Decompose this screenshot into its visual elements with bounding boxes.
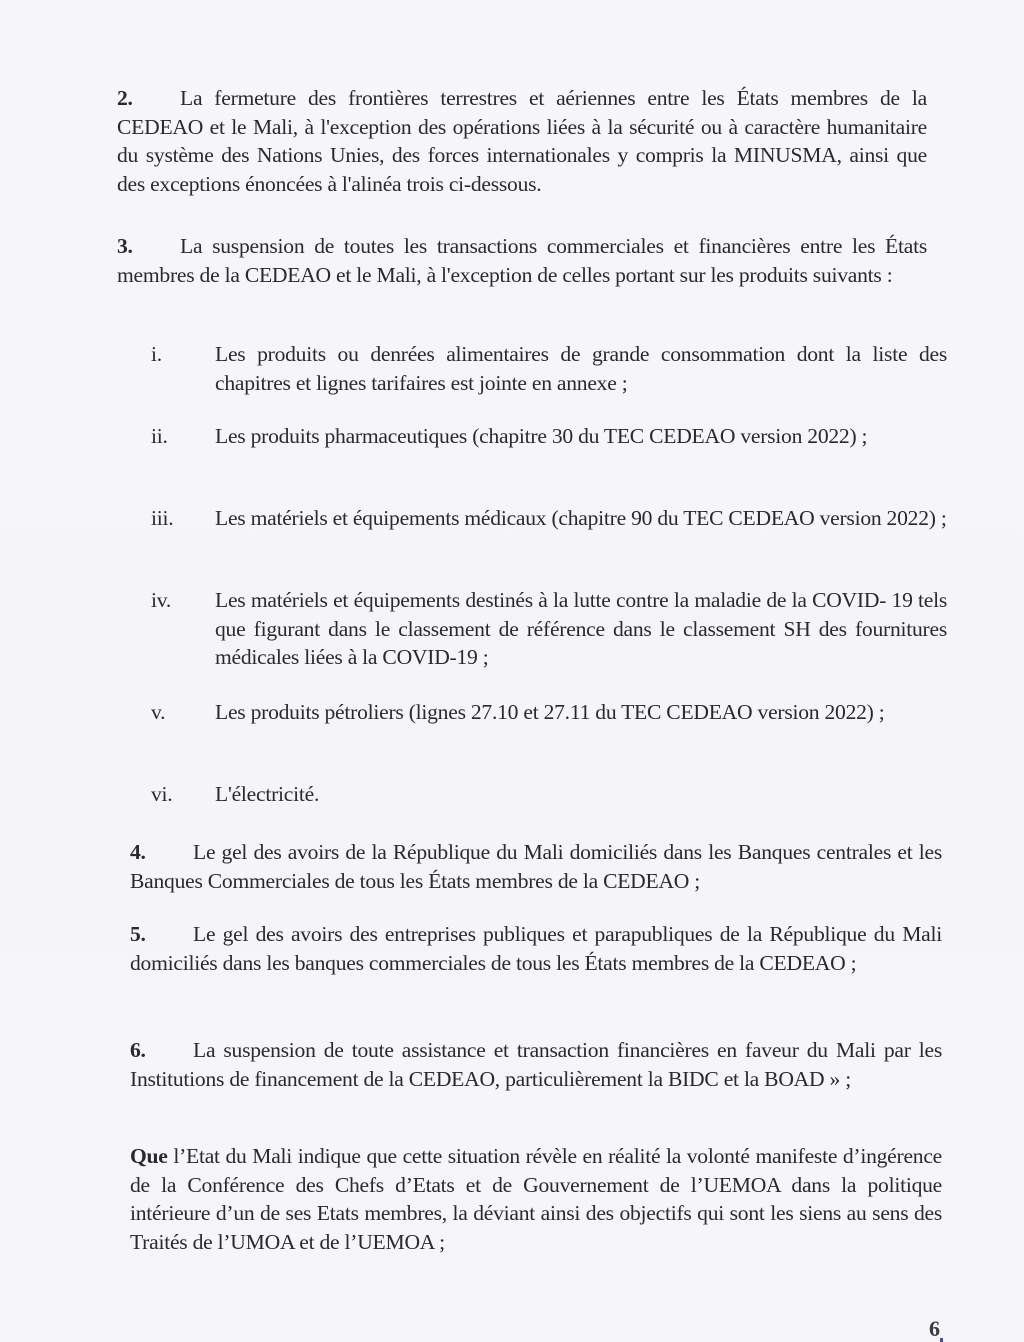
list-item xyxy=(117,780,319,809)
paragraph-6 xyxy=(130,1036,942,1093)
ink-mark xyxy=(940,1338,943,1342)
list-item-text: Les produits pharmaceutiques (chapitre 30 du TEC CEDEAO version 2022) ; xyxy=(215,424,868,448)
list-item-text: Les produits pétroliers (lignes 27.10 et 27.11 du TEC CEDEAO version 2022) ; xyxy=(215,700,885,724)
paragraph-text: La suspension de toutes les transactions commerciales et financières entre les États membres de la CEDEAO et le Mali, à l'exception de celles portant sur les produits suivants : xyxy=(117,234,927,287)
list-item-text: L'électricité. xyxy=(215,782,320,806)
paragraph-number: 6. xyxy=(130,1038,146,1062)
paragraph-text: l’Etat du Mali indique que cette situation révèle en réalité la volonté manifeste d’ingérence de la Conférence des Chefs d’Etats et de Gouvernement de l’UEMOA dans la politique intérieure d’un de ses Etats membres, la déviant ainsi des objectifs qui sont les siens au sens des Traités de l’UMOA et de l’UEMOA ; xyxy=(130,1144,942,1254)
paragraph-2 xyxy=(117,84,927,198)
paragraph-number: 4. xyxy=(130,840,146,864)
paragraph-lead-word: Que xyxy=(130,1144,168,1168)
list-item xyxy=(117,698,885,727)
list-numeral: iii. xyxy=(151,506,174,530)
paragraph-3 xyxy=(117,232,927,289)
document-body xyxy=(117,84,947,1254)
list-item xyxy=(117,340,947,397)
list-numeral: v. xyxy=(151,700,166,724)
list-numeral: ii. xyxy=(151,424,168,448)
paragraph-text: La suspension de toute assistance et transaction financières en faveur du Mali par les Institutions de financement de la CEDEAO, particulièrement la BIDC et la BOAD » ; xyxy=(130,1038,942,1091)
paragraph-text: Le gel des avoirs de la République du Mali domiciliés dans les Banques centrales et les Banques Commerciales de tous les États membres de la CEDEAO ; xyxy=(130,840,942,893)
list-item-text: Les matériels et équipements destinés à la lutte contre la maladie de la COVID- 19 tels que figurant dans le classement de référence dans le classement SH des fournitures médicales liées à la COVID-19 ; xyxy=(215,588,947,669)
list-item-text: Les produits ou denrées alimentaires de grande consommation dont la liste des chapitres et lignes tarifaires est jointe en annexe ; xyxy=(215,342,947,395)
paragraph-number: 3. xyxy=(117,234,133,258)
list-item-text: Les matériels et équipements médicaux (chapitre 90 du TEC CEDEAO version 2022) ; xyxy=(215,506,947,530)
list-numeral: iv. xyxy=(151,588,172,612)
list-item xyxy=(117,586,947,672)
list-item xyxy=(117,504,947,533)
paragraph-number: 5. xyxy=(130,922,146,946)
paragraph-number: 2. xyxy=(117,86,133,110)
paragraph-5 xyxy=(130,920,942,977)
list-numeral: i. xyxy=(151,342,162,366)
paragraph-que xyxy=(130,1142,942,1256)
paragraph-4 xyxy=(130,838,942,895)
list-numeral: vi. xyxy=(151,782,173,806)
paragraph-text: La fermeture des frontières terrestres et aériennes entre les États membres de la CEDEAO et le Mali, à l'exception des opérations liées à la sécurité ou à caractère humanitaire du système des Nations Unies, des forces internationales y compris la MINUSMA, ainsi que des exceptions énoncées à l'alinéa trois ci-dessous. xyxy=(117,86,927,196)
page-number: 6 xyxy=(929,1316,940,1341)
list-item xyxy=(117,422,867,451)
paragraph-text: Le gel des avoirs des entreprises publiques et parapubliques de la République du Mali domiciliés dans les banques commerciales de tous les États membres de la CEDEAO ; xyxy=(130,922,942,975)
